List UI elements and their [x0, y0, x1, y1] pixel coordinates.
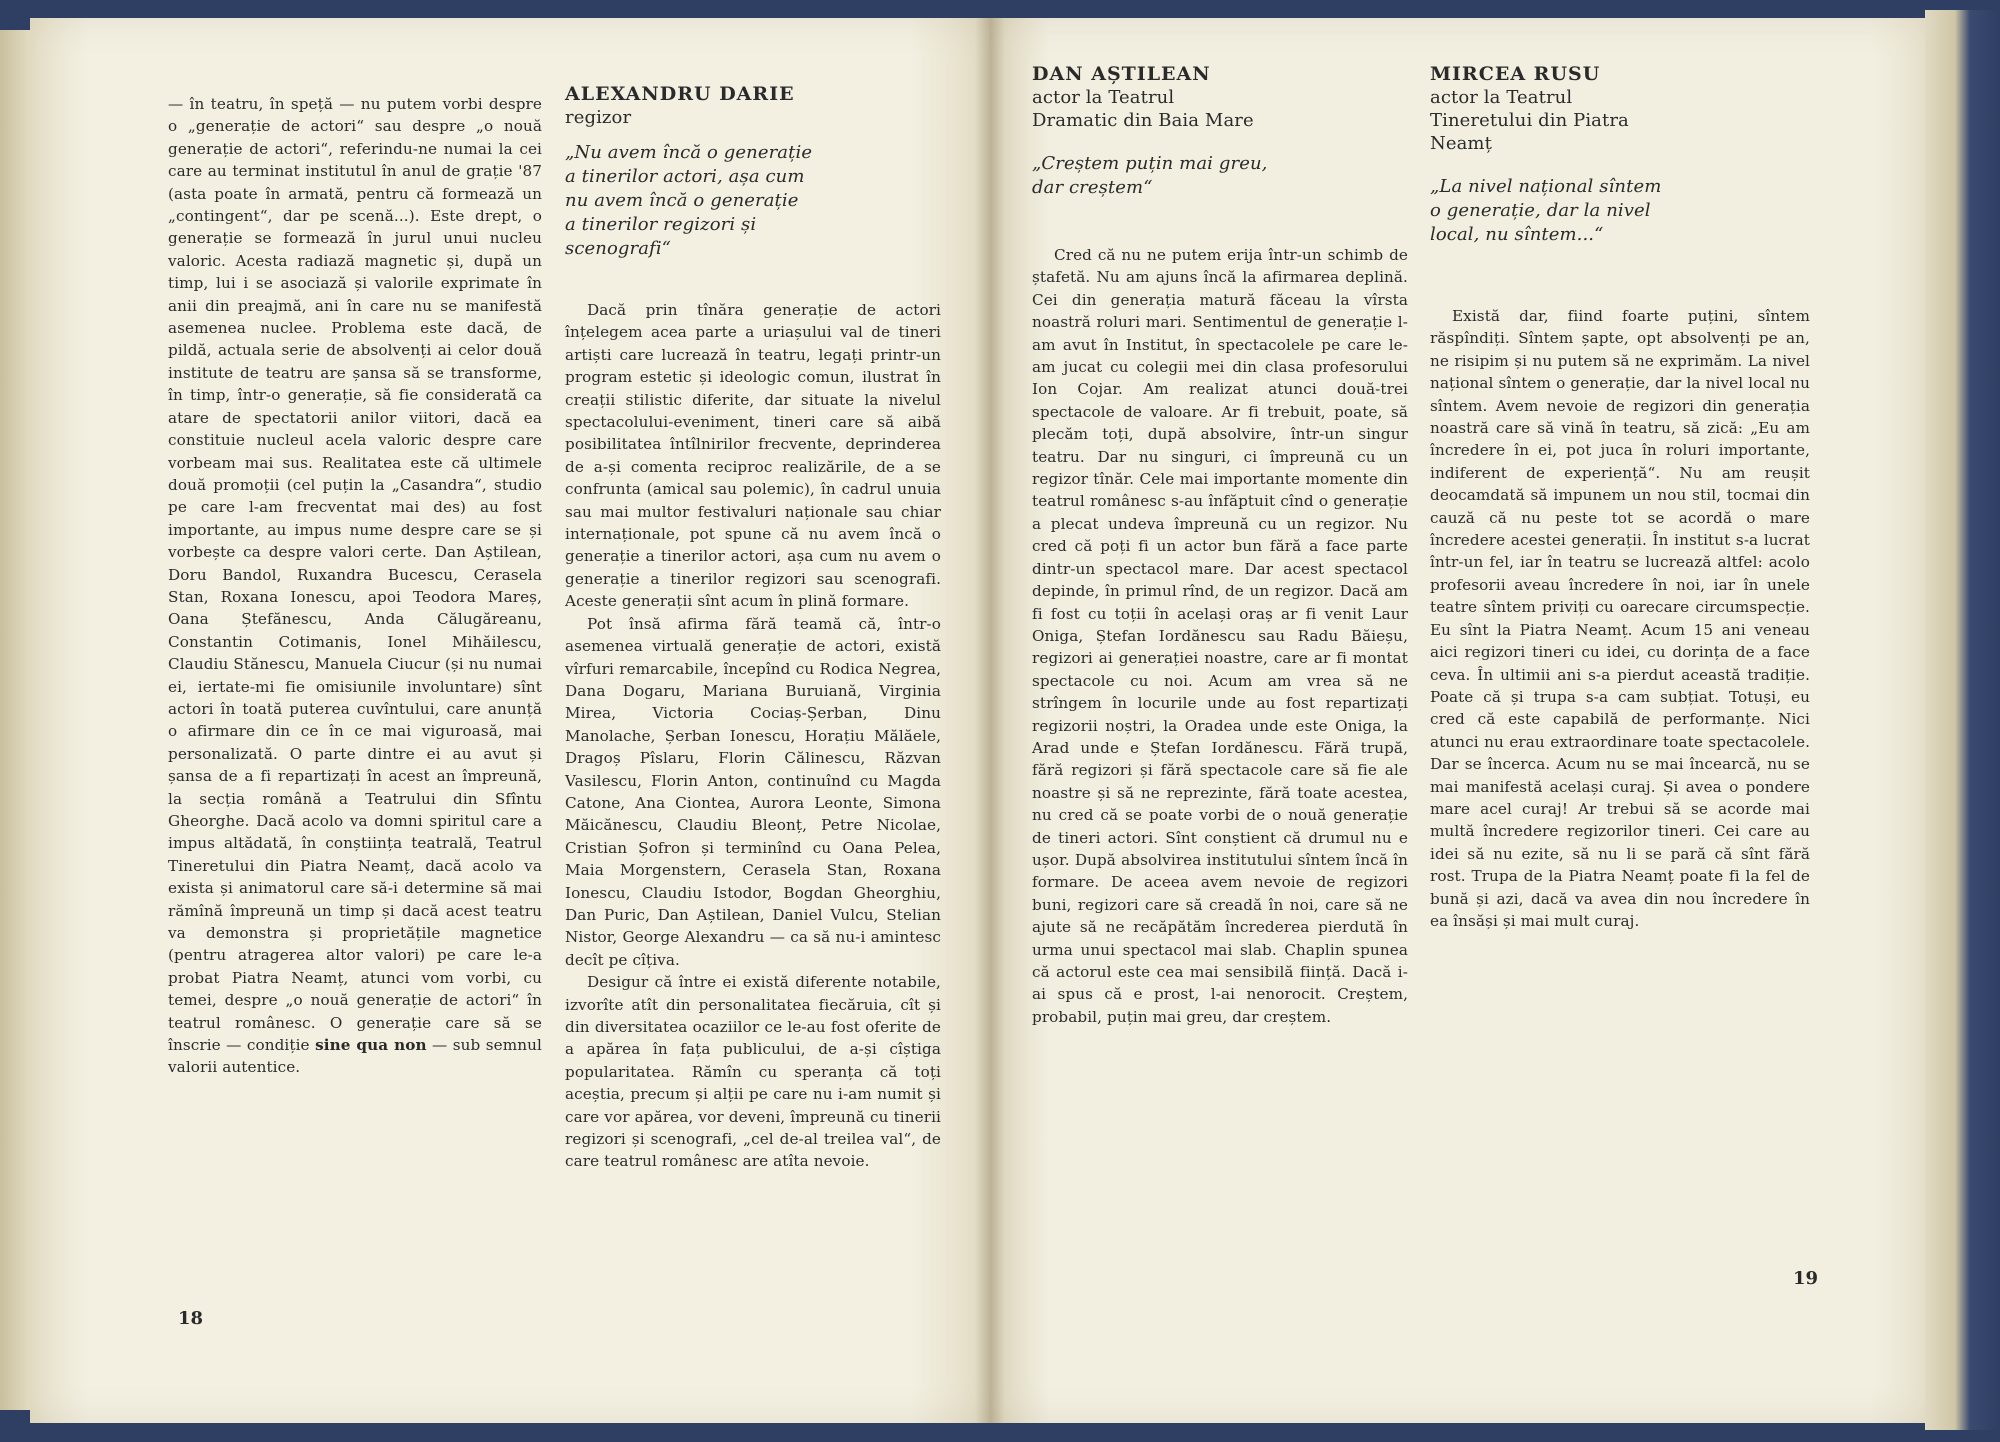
page-number-left: 18	[178, 1308, 204, 1329]
column-1-bold-phrase: sine qua non	[315, 1036, 427, 1055]
paragraph: Pot însă afirma fără teamă că, într-o asemenea virtuală generație de actori, există vîrfuri remarcabile, începînd cu Rodica Negrea, Dana Dogaru, Mariana Buruiană, Virginia Mirea, Victoria Cociaș-Șerban, Dinu Manolache, Șerban Ionescu, Horațiu Mălăele, Dragoș Pîslaru, Florin Călinescu, Răzvan Vasilescu, Florin Anton, continuînd cu Magda Catone, Ana Ciontea, Aurora Leonte, Simona Măicănescu, Claudiu Bleonț, Petre Nicolae, Cristian Șofron și terminînd cu Oana Pelea, Maia Morgenstern, Cerasela Stan, Roxana Ionescu, Claudiu Istodor, Bogdan Gheorghiu, Dan Puric, Dan Aștilean, Daniel Vulcu, Stelian Nistor, George Alexandru — ca să nu-i amintesc decît pe cîțiva.	[565, 614, 941, 969]
column-1	[168, 93, 542, 1079]
paragraph: Dacă prin tînăra generație de actori înțelegem acea parte a uriașului val de tineri artiști care lucrează în teatru, legați printr-un program estetic și ideologic comun, ilustrat în creații stilistic diferite, dar situate la nivelul spectacolului-eveniment, tineri care să aibă posibilitatea întîlnirilor frecvente, deprinderea de a-și comenta reciproc realizările, de a se confrunta (amical sau polemic), în cadrul unuia sau mai multor festivaluri naționale sau chiar internaționale, pot spune că nu avem încă o generație a tinerilor actori, așa cum nu avem o generație a tinerilor regizori sau scenografi. Aceste generații sînt acum în plină formare.	[565, 301, 941, 611]
page-number-right: 19	[1793, 1268, 1819, 1289]
author-role: regizor	[565, 107, 632, 128]
author-quote: „Creștem puțin mai greu, dar creștem“	[1032, 153, 1268, 198]
author-role: actor la Teatrul Dramatic din Baia Mare	[1032, 87, 1254, 131]
author-role: actor la Teatrul Tineretului din Piatra Neamț	[1430, 87, 1629, 154]
column-1-text	[168, 93, 542, 1079]
paragraph: Desigur că între ei există diferente notabile, izvorîte atît din personalitatea fiecăruia, cît și din diversitatea ocaziilor ce le-au fost oferite de a apărea în fața publicului, de a-și cîștiga popularitatea. Rămîn cu speranța că toți aceștia, precum și alții pe care nu i-am numit și care vor apărea, vor deveni, împreună cu tinerii regizori și scenografi, „cel de-al treilea val“, de care teatrul românesc are atîta nevoie.	[565, 973, 941, 1171]
author-name: DAN AȘTILEAN	[1032, 63, 1211, 85]
column-1-body: — în teatru, în speță — nu putem vorbi despre o „generație de actori“ sau despre „o nouă generație de actori“, referindu-ne numai la cei care au terminat institutul în anul de grație '87 (asta poate în armată, pentru că formează un „contingent“, dar pe scenă...). Este drept, o generație se formează în jurul unui nucleu valoric. Acesta radiază magnetic și, după un timp, lui i se asociază și valorile exprimate în anii din preajmă, ani în care nu se manifestă asemenea nuclee. Problema este dacă, de pildă, actuala serie de absolvenți ai celor două institute de teatru are șansa să se transforme, în timp, într-o generație, să fie considerată ca atare de spectatorii anilor viitori, dacă ea constituie nucleul acela valoric despre care vorbeam mai sus. Realitatea este că ultimele două promoții (cel puțin la „Casandra“, studio pe care l-am frecventat mai des) au fost importante, au impus nume despre care se și vorbește ca despre valori certe. Dan Aștilean, Doru Bandol, Ruxandra Bucescu, Cerasela Stan, Roxana Ionescu, apoi Teodora Mareș, Oana Ștefănescu, Anda Călugăreanu, Constantin Cotimanis, Ionel Mihăilescu, Claudiu Stănescu, Manuela Ciucur (și nu numai ei, iertate-mi fie omisiunile involuntare) sînt actori în toată puterea cuvîntului, care anunță o afirmare din ce în ce mai viguroasă, mai personalizată. O parte dintre ei au avut și șansa de a fi repartizați în acest an împreună, la secția română a Teatrului din Sfîntu Gheorghe. Dacă acolo va domni spiritul care a impus altădată, în conștiința teatrală, Teatrul Tineretului din Piatra Neamț, dacă acolo va exista și animatorul care să-i determine să mai rămînă împreună un timp și dacă acest teatru va demonstra și proprietățile magnetice (pentru atragerea altor valori) pe care le-a probat Piatra Neamț, atunci vom vorbi, cu temei, despre „o nouă generație de actori“ în teatrul românesc. O generație care să se înscrie — condiție	[168, 95, 542, 1055]
book-edge-left	[0, 30, 34, 1410]
column-3	[1032, 62, 1408, 1028]
paragraph: Cred că nu ne putem erija într-un schimb de ștafetă. Nu am ajuns încă la afirmarea deplină. Cei din generația matură făceau la vîrsta noastră roluri mari. Sentimentul de generație l-am avut în Institut, în spectacolele pe care le-am jucat cu colegii mei din clasa profesorului Ion Cojar. Am realizat atunci două-trei spectacole de valoare. Ar fi trebuit, poate, să plecăm toți, după absolvire, într-un singur teatru. Dar nu singuri, ci împreună cu un regizor tînăr. Cele mai importante momente din teatrul românesc s-au înfăptuit cînd o generație a plecat undeva împreună cu un regizor. Nu cred că poți fi un actor bun fără a face parte dintr-un spectacol mare. Dar acest spectacol depinde, în primul rînd, de un regizor. Dacă am fi fost cu toții în același oraș ar fi venit Laur Oniga, Ștefan Iordănescu sau Radu Băieșu, regizori ai generației noastre, care ar fi montat spectacole cu noi. Acum am vrea să ne strîngem în locurile unde au fost repartizați regizorii noștri, la Oradea unde este Oniga, la Arad unde e Ștefan Iordănescu. Fără trupă, fără regizori și fără spectacole care să fie ale noastre și să ne reprezinte, fără toate acestea, nu cred că se poate vorbi de o nouă generație de tineri actori. Sînt conștient că drumul nu e ușor. După absolvirea institutului sîntem încă în formare. De aceea avem nevoie de regizori buni, regizori care să creadă în noi, care să ne ajute să ne recăpătăm încrederea pierdută în urma unui spectacol mai slab. Chaplin spunea că actorul este cea mai sensibilă ființă. Dacă i-ai spus că e prost, l-ai nenorocit. Creștem, probabil, puțin mai greu, dar creștem.	[1032, 246, 1408, 1026]
author-name: ALEXANDRU DARIE	[565, 83, 795, 105]
column-1-tail: — sub semnul valorii autentice.	[168, 1036, 542, 1077]
paragraph: Există dar, fiind foarte puțini, sîntem răspîndiți. Sîntem șapte, opt absolvenți pe an, ne risipim și nu putem să ne exprimăm. La nivel național sîntem o generație, dar la nivel local nu sîntem. Avem nevoie de regizori din generația noastră care să vină în teatru, să zică: „Eu am încredere în ei, pot juca în roluri importante, indiferent de experiență“. Nu am reușit deocamdată să impunem un nou stil, tocmai din cauză că nu peste tot se acordă o mare încredere acestei generații. În institut s-a lucrat într-un fel, iar în teatru se lucrează altfel: acolo profesorii aveau încredere în noi, iar în unele teatre sîntem priviți cu oarecare circumspecție. Eu sînt la Piatra Neamț. Acum 15 ani veneau aici regizori tineri cu idei, cu dorința de a face ceva. În ultimii ani s-a pierdut această tradiție. Poate că și trupa s-a cam subțiat. Totuși, eu cred că este capabilă de performanțe. Nici atunci nu erau extraordinare toate spectacolele. Dar se încerca. Acum nu se mai încearcă, nu se mai manifestă același curaj. Și avea o pondere mare acel curaj! Ar trebui să se acorde mai multă încredere regizorilor tineri. Cei care au idei să nu ezite, să nu li se pară că sînt fără rost. Trupa de la Piatra Neamț poate fi la fel de bună și azi, dacă va avea din nou încredere în ea însăși și mai mult curaj.	[1430, 307, 1810, 930]
book-edge-right	[1925, 10, 2000, 1430]
author-name: MIRCEA RUSU	[1430, 63, 1601, 85]
column-4	[1430, 62, 1810, 932]
book-gutter	[975, 18, 1005, 1423]
column-2	[565, 82, 941, 1173]
author-quote: „Nu avem încă o generație a tinerilor actori, așa cum nu avem încă o generație a tinerilor regizori și scenografi“	[565, 142, 813, 259]
author-quote: „La nivel național sîntem o generație, dar la nivel local, nu sîntem...“	[1430, 176, 1662, 245]
